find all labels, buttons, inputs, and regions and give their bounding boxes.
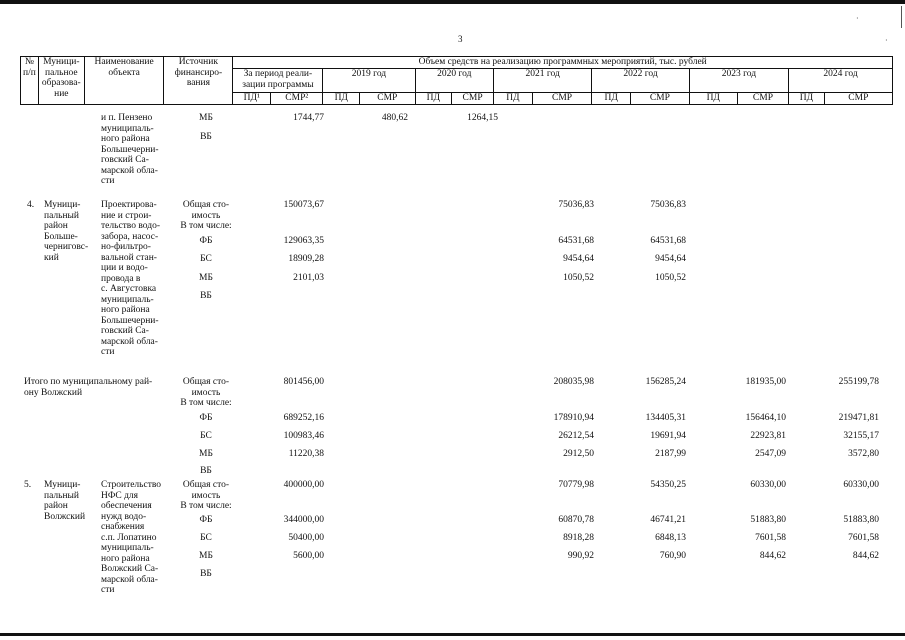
value-2023: 7601,58 xyxy=(755,533,786,543)
bottom-border xyxy=(0,633,905,636)
header-pd: ПД xyxy=(494,93,533,105)
source-label: ФБ xyxy=(199,236,213,246)
source-label: МБ xyxy=(199,273,213,283)
source-label: ФБ xyxy=(199,413,213,423)
value-total: 150073,67 xyxy=(283,200,324,210)
header-smr: СМР xyxy=(452,93,494,105)
value-2022: 19691,94 xyxy=(650,431,686,441)
header-pd: ПД xyxy=(415,93,452,105)
scan-dot: · xyxy=(885,36,888,45)
value-2022: 1050,52 xyxy=(655,273,686,283)
header-no: № п/п xyxy=(21,57,39,105)
header-object: Наименование объекта xyxy=(84,57,164,105)
value-2022: 6848,13 xyxy=(655,533,686,543)
value-2024: 51883,80 xyxy=(843,515,879,525)
value-total: 50400,00 xyxy=(288,533,324,543)
value-2021: 64531,68 xyxy=(558,236,594,246)
header-pd: ПД¹ xyxy=(233,93,271,105)
source-label: ВБ xyxy=(200,466,212,476)
value-2024: 7601,58 xyxy=(848,533,879,543)
value-2021: 26212,54 xyxy=(558,431,594,441)
total-cost-label: Общая сто- имость В том числе: xyxy=(180,377,232,408)
value-2021: 9454,64 xyxy=(563,254,594,264)
header-smr: СМР² xyxy=(271,93,323,105)
subtotal-label: Итого по муниципальному рай- ону Волжский xyxy=(24,377,153,398)
value-total: 1744,77 xyxy=(293,113,324,123)
value-2024: 255199,78 xyxy=(838,377,879,387)
value-2021: 208035,98 xyxy=(553,377,594,387)
source-label: ВБ xyxy=(200,291,212,301)
header-year: 2022 год xyxy=(592,69,689,93)
value-total: 11220,38 xyxy=(288,449,324,459)
value-2021: 70779,98 xyxy=(558,480,594,490)
value-2022: 46741,21 xyxy=(650,515,686,525)
value-2023: 2547,09 xyxy=(755,449,786,459)
value-2022: 156285,24 xyxy=(645,377,686,387)
item-number: 4. xyxy=(27,200,35,210)
header-smr: СМР xyxy=(824,93,892,105)
value-2021: 178910,94 xyxy=(553,413,594,423)
value-2024: 32155,17 xyxy=(843,431,879,441)
value-total: 801456,00 xyxy=(283,377,324,387)
item-number: 5. xyxy=(24,480,32,490)
header-year: 2023 год xyxy=(689,69,788,93)
object-name: Строительство НФС для обеспечения нужд водо- снабжения с.п. Лопатино муниципаль- ного района Волжский Са- марской обла- сти xyxy=(101,480,162,595)
table-header xyxy=(20,56,893,105)
source-label: БС xyxy=(200,431,212,441)
value-2023: 51883,80 xyxy=(750,515,786,525)
value-total: 689252,16 xyxy=(283,413,324,423)
source-label: МБ xyxy=(199,113,213,123)
header-pd: ПД xyxy=(323,93,360,105)
object-name: и п. Пензено муниципаль- ного района Большечерни- говский Са- марской обла- сти xyxy=(101,113,159,186)
header-smr: СМР xyxy=(360,93,415,105)
header-source: Источник финансиро- вания xyxy=(164,57,233,105)
value-2021: 990,92 xyxy=(567,551,594,561)
source-label: МБ xyxy=(199,551,213,561)
header-pd: ПД xyxy=(689,93,737,105)
value-2023: 156464,10 xyxy=(745,413,786,423)
value-2021: 8918,28 xyxy=(563,533,594,543)
value-2020: 1264,15 xyxy=(467,113,498,123)
value-2022: 2187,99 xyxy=(655,449,686,459)
value-2023: 22923,81 xyxy=(750,431,786,441)
value-2022: 54350,25 xyxy=(650,480,686,490)
value-2019: 480,62 xyxy=(381,113,408,123)
object-name: Проектирова- ние и строи- тельство водо- забора, насос- но-фильтро- вальной стан- ции и водо- провода в с. Августовка муниципаль- ного района Большечерни- говский Са- марской обла- сти xyxy=(101,200,160,357)
value-2022: 760,90 xyxy=(659,551,686,561)
page-number: 3 xyxy=(458,34,463,44)
header-period: За период реали- зации программы xyxy=(233,69,323,93)
value-2022: 64531,68 xyxy=(650,236,686,246)
source-label: МБ xyxy=(199,449,213,459)
header-year: 2024 год xyxy=(789,69,893,93)
municipality-name: Муници- пальный район Волжский xyxy=(44,480,86,522)
header-smr: СМР xyxy=(631,93,690,105)
value-2021: 2912,50 xyxy=(563,449,594,459)
source-label: БС xyxy=(200,533,212,543)
value-2022: 134405,31 xyxy=(645,413,686,423)
value-total: 5600,00 xyxy=(293,551,324,561)
source-label: ВБ xyxy=(200,132,212,142)
header-municipality: Муници- пальное образова- ние xyxy=(38,57,84,105)
value-2023: 60330,00 xyxy=(750,480,786,490)
value-2022: 9454,64 xyxy=(655,254,686,264)
value-total: 400000,00 xyxy=(283,480,324,490)
total-cost-label: Общая сто- имость В том числе: xyxy=(180,200,232,231)
municipality-name: Муници- пальный район Больше- черниговс- кий xyxy=(44,200,89,263)
value-total: 18909,28 xyxy=(288,254,324,264)
value-2021: 60870,78 xyxy=(558,515,594,525)
source-label: ФБ xyxy=(199,515,213,525)
value-total: 344000,00 xyxy=(283,515,324,525)
header-year: 2021 год xyxy=(494,69,592,93)
header-pd: ПД xyxy=(789,93,825,105)
value-2021: 1050,52 xyxy=(563,273,594,283)
value-2024: 60330,00 xyxy=(843,480,879,490)
value-2023: 181935,00 xyxy=(745,377,786,387)
value-2024: 844,62 xyxy=(852,551,879,561)
source-label: ВБ xyxy=(200,569,212,579)
value-2024: 3572,80 xyxy=(848,449,879,459)
value-2024: 219471,81 xyxy=(838,413,879,423)
total-cost-label: Общая сто- имость В том числе: xyxy=(180,480,232,511)
header-smr: СМР xyxy=(737,93,788,105)
value-2023: 844,62 xyxy=(759,551,786,561)
header-volume: Объем средств на реализацию программных мероприятий, тыс. рублей xyxy=(233,57,893,69)
source-label: БС xyxy=(200,254,212,264)
value-total: 129063,35 xyxy=(283,236,324,246)
scan-mark xyxy=(901,6,902,28)
header-year: 2020 год xyxy=(415,69,493,93)
value-total: 2101,03 xyxy=(293,273,324,283)
top-border xyxy=(0,0,905,4)
header-year: 2019 год xyxy=(323,69,415,93)
value-2022: 75036,83 xyxy=(650,200,686,210)
value-total: 100983,46 xyxy=(283,431,324,441)
value-2021: 75036,83 xyxy=(558,200,594,210)
scan-dot: · xyxy=(856,14,859,23)
header-smr: СМР xyxy=(532,93,592,105)
header-pd: ПД xyxy=(592,93,631,105)
